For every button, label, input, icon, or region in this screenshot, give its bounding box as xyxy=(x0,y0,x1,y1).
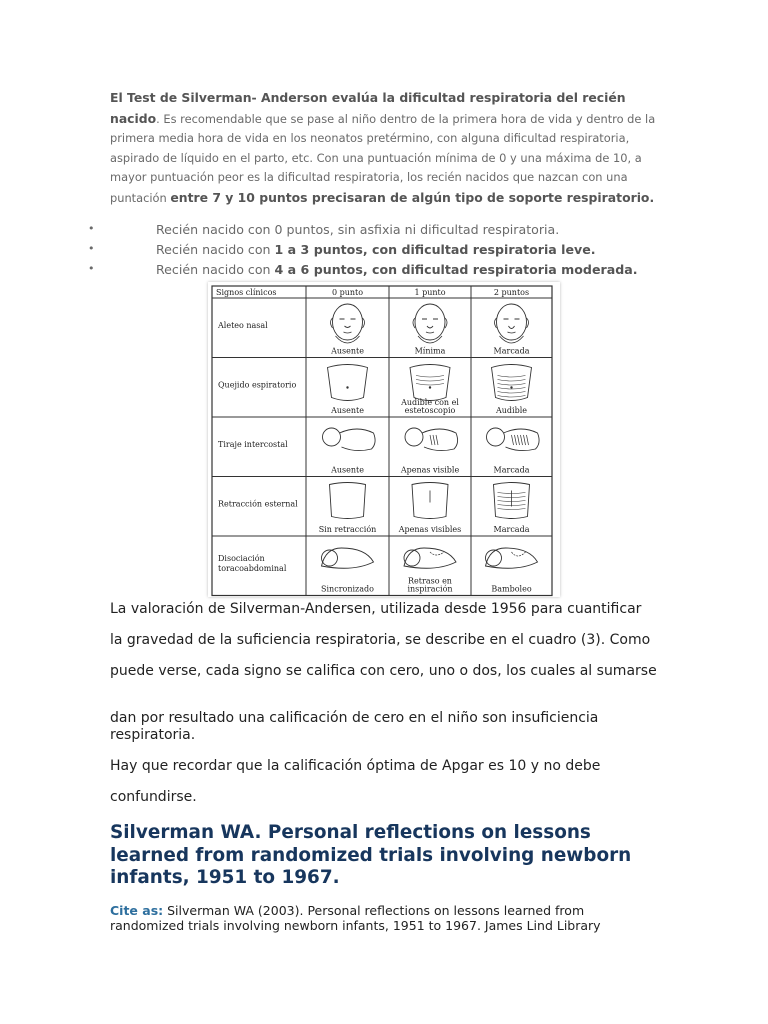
cell-caption: Marcada xyxy=(493,525,530,534)
bullet-dot: • xyxy=(88,262,95,275)
sign-label: Quejido espiratorio xyxy=(218,380,297,390)
table-header: 1 punto xyxy=(414,288,446,297)
cell-caption: estetoscopio xyxy=(404,406,456,415)
body-line: dan por resultado una calificación de cero en el niño son insuficiencia respiratoria. xyxy=(110,710,599,743)
chest-navel xyxy=(510,386,512,388)
sign-label: toracoabdominal xyxy=(218,563,287,573)
intro-body: . Es recomendable que se pase al niño dentro de la primera hora de vida y dentro de la primera media hora de vida en los neonatos pretérmino, con alguna dificultad respiratoria, aspirado de líquido en el parto, etc. Con una puntuación mínima de 0 y una máxima de 10, a mayor puntuación peor es la dificultad respiratoria, los recién nacidos que nazcan con una puntación xyxy=(110,111,656,205)
body-line: La valoración de Silverman-Andersen, utilizada desde 1956 para cuantificar xyxy=(110,601,642,617)
body-line: la gravedad de la suficiencia respiratoria, se describe en el cuadro (3). Como xyxy=(110,632,651,648)
silverman-table xyxy=(208,282,560,597)
citation xyxy=(110,904,630,933)
chest-navel xyxy=(429,386,431,388)
cell-caption: Apenas visible xyxy=(400,465,460,475)
cell-caption: Sin retracción xyxy=(318,525,377,534)
cell-caption: inspiración xyxy=(407,584,453,594)
bullet-text: Recién nacido con xyxy=(156,242,275,257)
cell-caption: Ausente xyxy=(331,406,364,415)
cell-caption: Ausente xyxy=(331,465,364,475)
body-line: puede verse, cada signo se califica con cero, uno o dos, los cuales al sumarse xyxy=(110,663,657,679)
cell-caption: Ausente xyxy=(331,346,364,356)
cell-caption: Mínima xyxy=(414,346,446,356)
cite-text: Silverman WA (2003). Personal reflections on lessons learned from randomized trials involving newborn infants, 1951 to 1967. James Lind Library xyxy=(110,903,601,933)
sign-label: Retracción esternal xyxy=(218,499,298,509)
bullet-bold: 1 a 3 puntos, con dificultad respiratoria leve. xyxy=(274,242,596,257)
sign-label: Tiraje intercostal xyxy=(218,439,288,449)
cell-caption: Retraso en xyxy=(408,576,452,586)
sign-label: Disociación xyxy=(218,553,265,563)
cell-caption: Apenas visibles xyxy=(398,525,462,534)
cell-caption: Sincronizado xyxy=(321,584,374,594)
bullet-text: Recién nacido con xyxy=(156,262,275,277)
chest-navel xyxy=(346,386,348,388)
bullet-text: Recién nacido con 0 puntos, sin asfixia ni dificultad respiratoria. xyxy=(156,222,560,237)
intro-bold-tail: entre 7 y 10 puntos precisaran de algún tipo de soporte respiratorio. xyxy=(170,189,655,205)
bullet-dot: • xyxy=(88,242,95,255)
body-line: Hay que recordar que la calificación óptima de Apgar es 10 y no debe xyxy=(110,758,601,774)
silverman-table-figure xyxy=(208,282,560,597)
cite-label: Cite as: xyxy=(110,903,164,918)
cell-caption: Bamboleo xyxy=(491,584,532,594)
intro-paragraph xyxy=(110,88,670,208)
reference-title: Silverman WA. Personal reflections on lessons learned from randomized trials involving newborn infants, 1951 to 1967. xyxy=(110,822,632,888)
intro-bold-lead: El Test de Silverman- Anderson evalúa la dificultad respiratoria del recién nacido xyxy=(110,90,626,126)
bullet-bold: 4 a 6 puntos, con dificultad respiratoria moderada. xyxy=(274,262,638,277)
cell-caption: Audible con el xyxy=(401,398,459,407)
cell-caption: Audible xyxy=(495,406,528,415)
table-header: Signos clínicos xyxy=(216,288,277,297)
table-header: 0 punto xyxy=(331,288,364,297)
sign-label: Aleteo nasal xyxy=(218,320,268,330)
bullet-dot: • xyxy=(88,222,95,235)
cell-caption: Marcada xyxy=(493,346,530,356)
cell-caption: Marcada xyxy=(493,465,530,475)
table-header: 2 puntos xyxy=(493,288,530,297)
body-line: confundirse. xyxy=(110,789,197,805)
